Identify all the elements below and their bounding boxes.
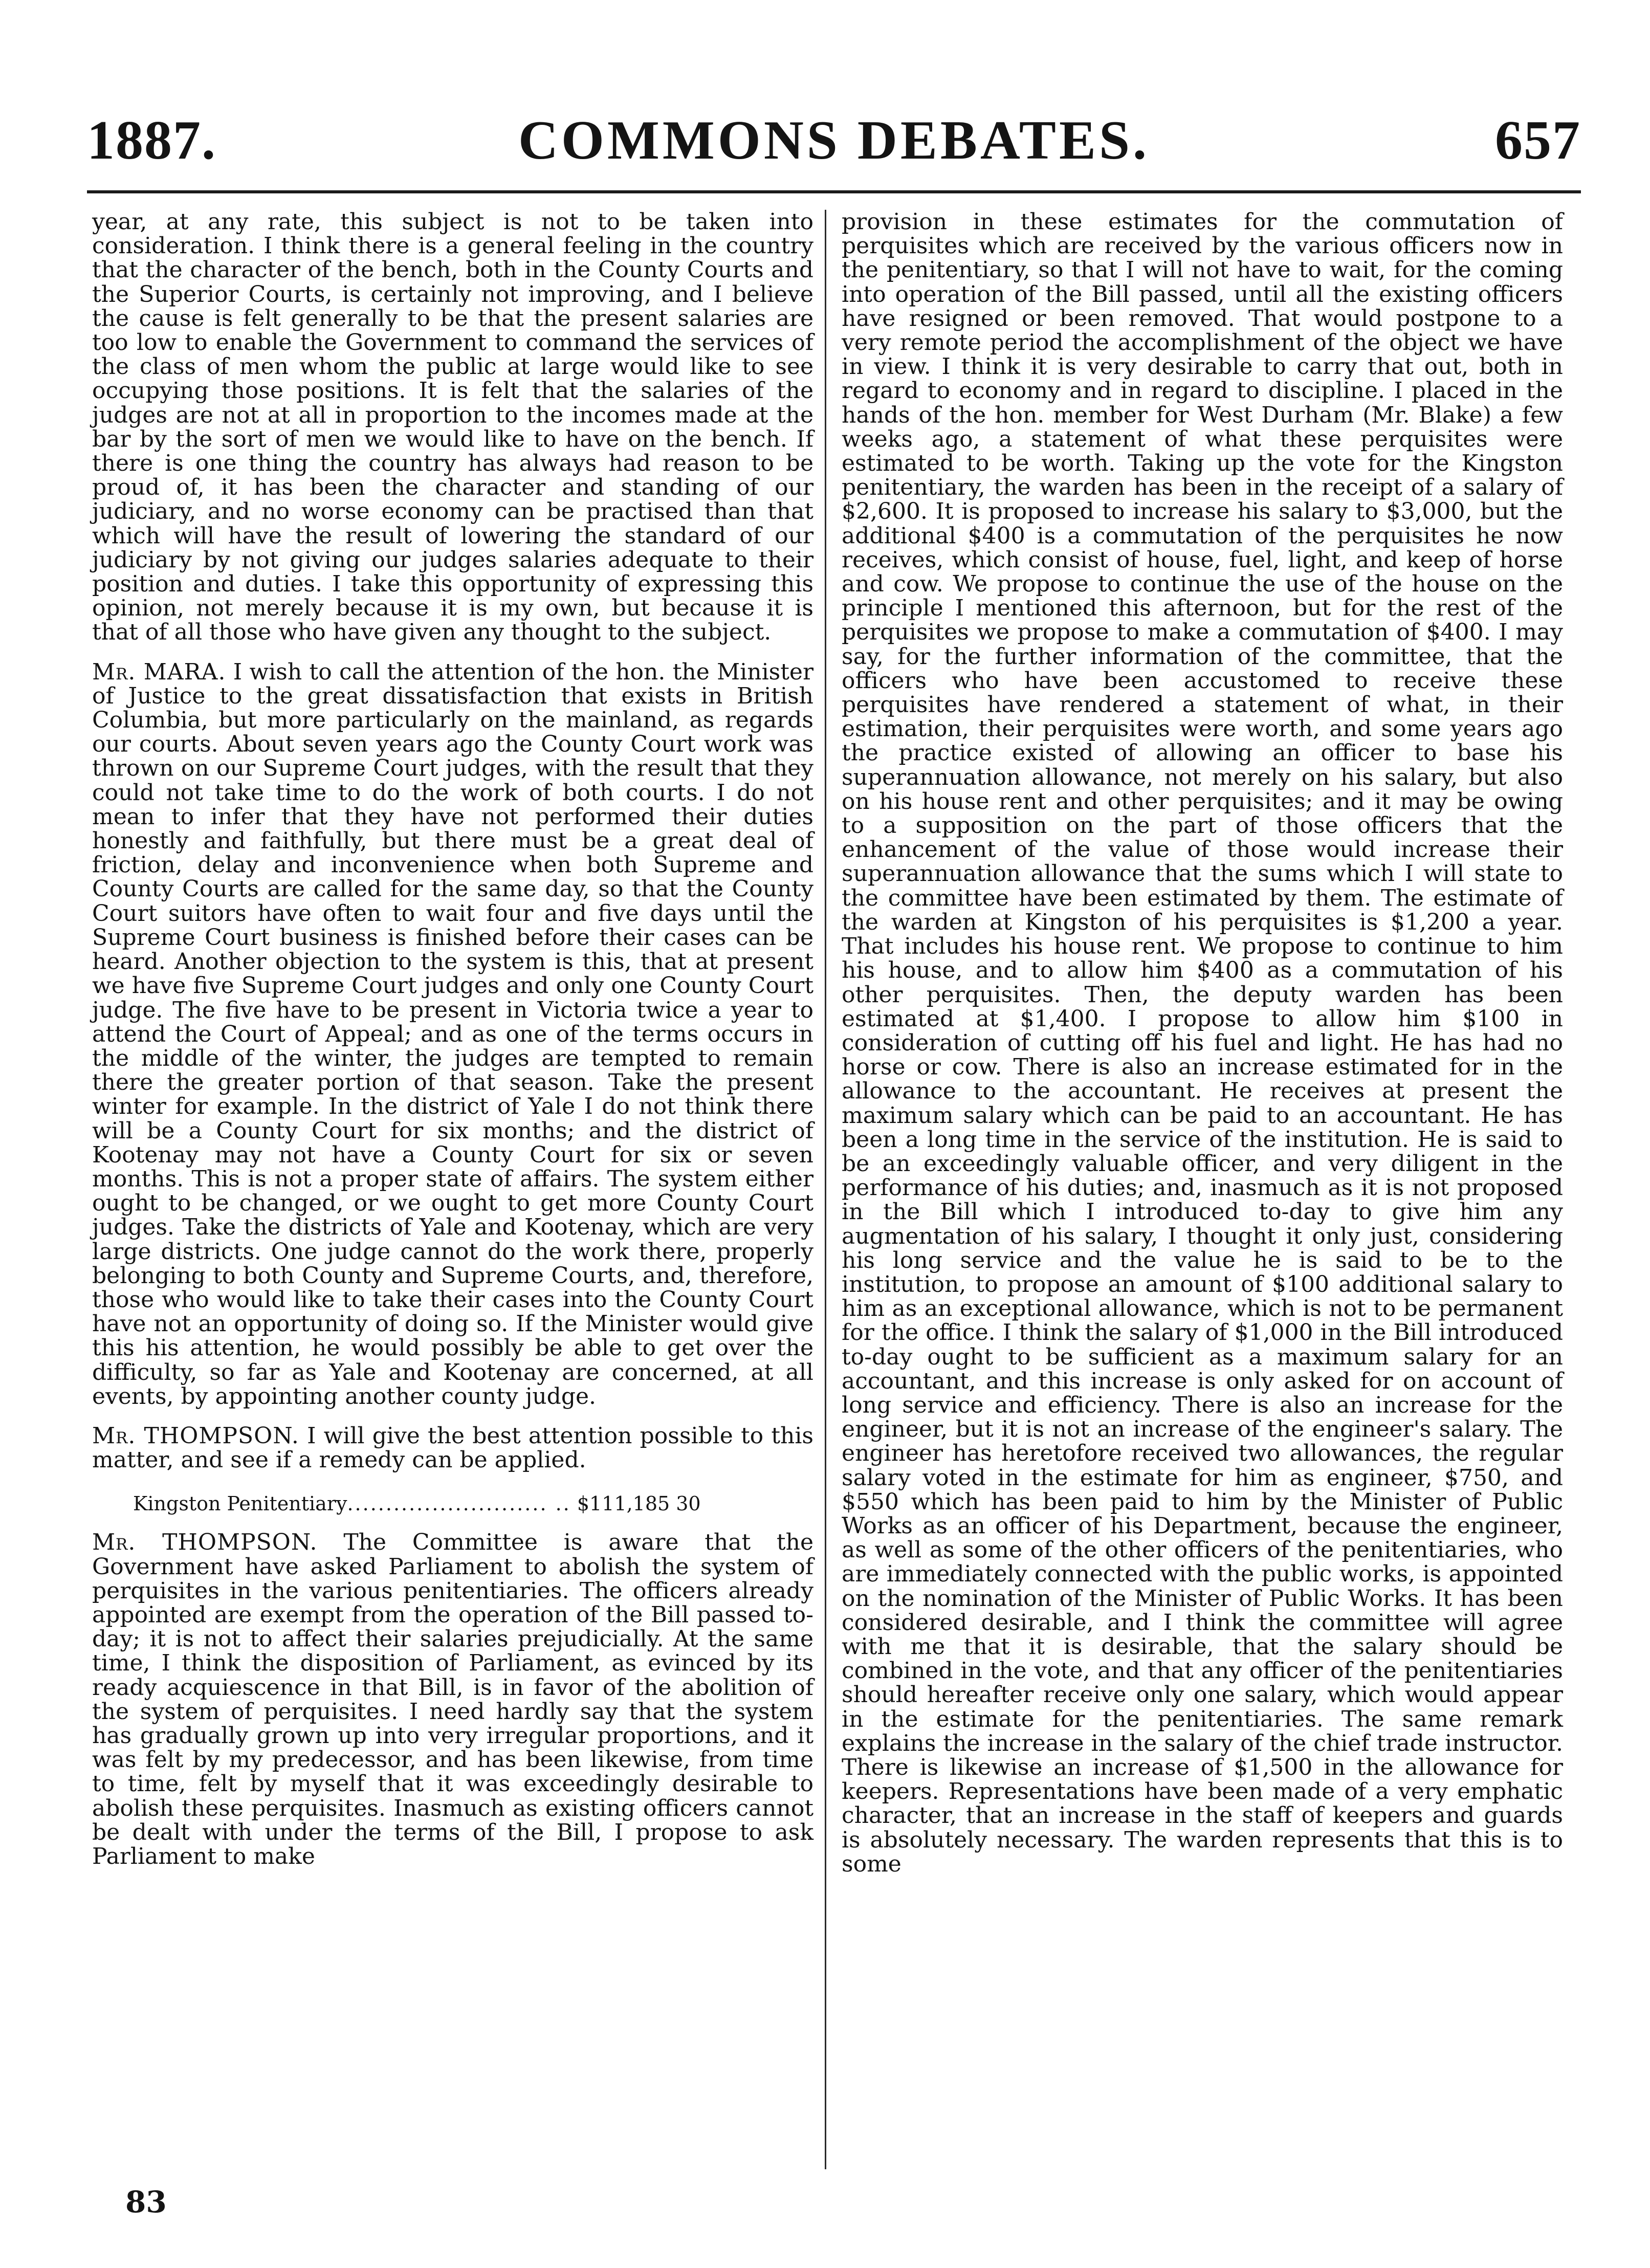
header-year: 1887. [87, 110, 216, 171]
speaker-name: Mr. THOMPSON. [92, 1422, 299, 1449]
speech-text: I will give the best attention possible to this matter, and see if a remedy can be applied. [92, 1422, 813, 1473]
vote-line [92, 1492, 813, 1515]
left-paragraph-2 [92, 660, 813, 1408]
speaker-name: Mr. THOMPSON. [92, 1529, 318, 1556]
right-paragraph-1: provision in these estimates for the commutation of perquisites which are received by the various officers now in the penitentiary, so that I will not have to wait, for the coming into operation of the Bill passed, until all the existing officers have resigned or been removed. That would postpone to a very remote period the accomplishment of the object we have in view. I think it is very desirable to carry that out, both in regard to economy and in regard to discipline. I placed in the hands of the hon. member for West Durham (Mr. Blake) a few weeks ago, a statement of what these perquisites were estimated to be worth. Taking up the vote for the Kingston penitentiary, the warden has been in the receipt of a salary of $2,600. It is proposed to increase his salary to $3,000, but the additional $400 is a commutation of the perquisites he now receives, which consist of house, fuel, light, and keep of horse and cow. We propose to continue the use of the house on the principle I mentioned this afternoon, but for the rest of the perquisites we propose to make a commutation of $400. I may say, for the further information of the committee, that the officers who have been accustomed to receive these perquisites have rendered a statement of what, in their estimation, their perquisites were worth, and some years ago the practice existed of allowing an officer to base his superannuation allowance, not merely on his salary, but also on his house rent and other perquisites; and it may be owing to a supposition on the part of those officers that the enhancement of the value of those would increase their superannuation allowance that the sums which I will state to the committee have been estimated by them. The estimate of the warden at Kingston of his perquisites is $1,200 a year. That includes his house rent. We propose to continue to him his house, and to allow him $400 as a commutation of his other perquisites. Then, the deputy warden has been estimated at $1,400. I propose to allow him $100 in consideration of cutting off his fuel and light. He has had no horse or cow. There is also an increase estimated for in the allowance to the accountant. He receives at present the maximum salary which can be paid to an accountant. He has been a long time in the service of the institution. He is said to be an exceedingly valuable officer, and very diligent in the performance of his duties; and, inasmuch as it is not proposed in the Bill which I introduced to-day to give him any augmentation of his salary, I thought it only just, considering his long service and the value he is said to be to the institution, to propose an amount of $100 additional salary to him as an exceptional allowance, which is not to be permanent for the office. I think the salary of $1,000 in the Bill introduced to-day ought to be sufficient as a maximum salary for an accountant, and this increase is only asked for on account of long service and efficiency. There is also an increase for the engineer, but it is not an increase of the engineer's salary. The engineer has heretofore received two allowances, the regular salary voted in the estimate for him as engineer, $750, and $550 which has been paid to him by the Minister of Public Works as an officer of his Department, because the engineer, as well as some of the other officers of the penitentiaries, who are immediately connected with the public works, is appointed on the nomination of the Minister of Public Works. It has been considered desirable, and I think the committee will agree with me that it is desirable, that the salary should be combined in the vote, and that any officer of the penitentiaries should hereafter receive only one salary, which would appear in the estimate for the penitentiaries. The same remark explains the increase in the salary of the chief trade instructor. There is likewise an increase of $1,500 in the allowance for keepers. Representations have been made of a very emphatic character, that an increase in the staff of keepers and guards is absolutely necessary. The warden represents that this is to some [842, 209, 1563, 1877]
left-column [92, 210, 813, 1868]
right-column [842, 210, 1563, 1876]
left-paragraph-3 [92, 1424, 813, 1472]
vote-leader-dots: .......................... .. [347, 1492, 571, 1515]
page-header [87, 102, 1581, 179]
speaker-name: Mr. MARA. [92, 658, 226, 685]
speech-text: The Committee is aware that the Government have asked Parliament to abolish the system of perquisites in the various penitentiaries. The officers already appointed are exempt from the operation of the Bill passed to-day; it is not to affect their salaries prejudicially. At the same time, I think the disposition of Parliament, as evinced by its ready acquiescence in that Bill, is in favor of the abolition of the system of perquisites. I need hardly say that the system has gradually grown up into very irregular proportions, and it was felt by my predecessor, and has been likewise, from time to time, felt by myself that it was exceedingly desirable to abolish these perquisites. Inasmuch as existing officers cannot be dealt with under the terms of the Bill, I propose to ask Parliament to make [92, 1529, 813, 1869]
header-page-number: 657 [1495, 110, 1581, 171]
signature-mark: 83 [125, 2185, 167, 2219]
speech-text: I wish to call the attention of the hon. the Minister of Justice to the great dissatisfaction that exists in British Columbia, but more particularly on the mainland, as regards our courts. About seven years ago the County Court work was thrown on our Supreme Court judges, with the result that they could not take time to do the work of both courts. I do not mean to infer that they have not performed their duties honestly and faithfully, but there must be a great deal of friction, delay and inconvenience when both Supreme and County Courts are called for the same day, so that the County Court suitors have often to wait four and five days until the Supreme Court business is finished before their cases can be heard. Another objection to the system is this, that at present we have five Supreme Court judges and only one County Court judge. The five have to be present in Victoria twice a year to attend the Court of Appeal; and as one of the terms occurs in the middle of the winter, the judges are tempted to remain there the greater portion of that season. Take the present winter for example. In the district of Yale I do not think there will be a County Court for six months; and the district of Kootenay may not have a County Court for six or seven months. This is not a proper state of affairs. The system either ought to be changed, or we ought to get more County Court judges. Take the districts of Yale and Kootenay, which are very large districts. One judge cannot do the work there, properly belonging to both County and Supreme Courts, and, therefore, those who would like to take their cases into the County Court have not an opportunity of doing so. If the Minister would give this his attention, he would possibly be able to get over the difficulty, so far as Yale and Kootenay are concerned, at all events, by appointing another county judge. [92, 658, 813, 1410]
header-rule [87, 190, 1581, 193]
left-paragraph-1: year, at any rate, this subject is not to be taken into consideration. I think there is a general feeling in the country that the character of the bench, both in the County Courts and the Superior Courts, is certainly not improving, and I believe the cause is felt generally to be that the present salaries are too low to enable the Government to command the services of the class of men whom the public at large would like to see occupying those positions. It is felt that the salaries of the judges are not at all in proportion to the incomes made at the bar by the sort of men we would like to have on the bench. If there is one thing the country has always had reason to be proud of, it has been the character and standing of our judiciary, and no worse economy can be practised than that which will have the result of lowering the standard of our judiciary by not giving our judges salaries adequate to their position and duties. I take this opportunity of expressing this opinion, not merely because it is my own, but because it is that of all those who have given any thought to the subject. [92, 209, 813, 646]
vote-amount: $111,185 30 [577, 1492, 701, 1515]
left-paragraph-4 [92, 1530, 813, 1868]
vote-label: Kingston Penitentiary [133, 1492, 347, 1515]
column-divider [825, 210, 826, 2169]
header-title: COMMONS DEBATES. [518, 110, 1150, 171]
